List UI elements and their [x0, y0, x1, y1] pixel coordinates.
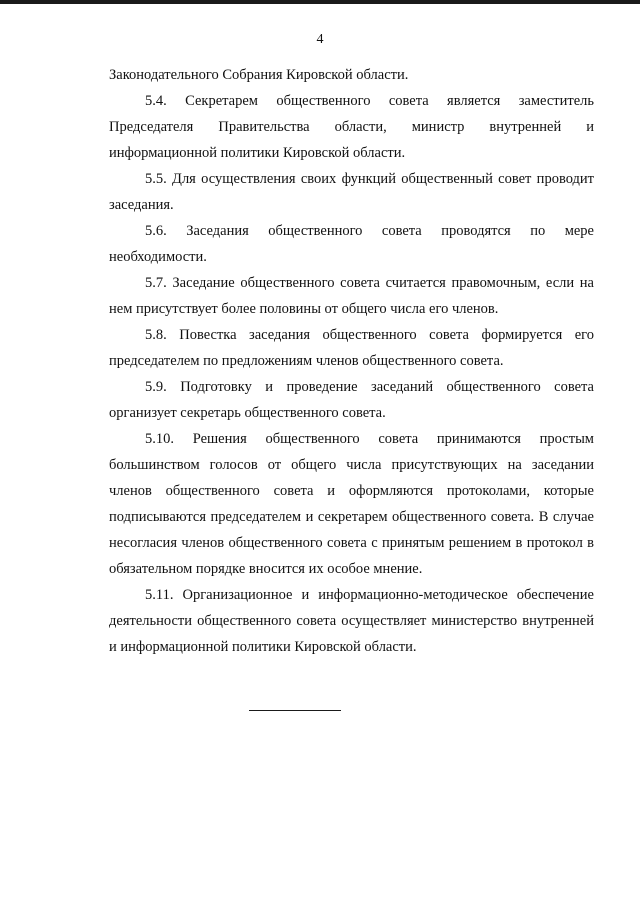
paragraph-continuation: Законодательного Собрания Кировской области. — [109, 67, 409, 83]
page-number: 4 — [316, 32, 324, 47]
paragraph-5-6: 5.6. Заседания общественного совета проводятся по мере необходимости. — [109, 223, 594, 265]
paragraph-5-11: 5.11. Организационное и информационно-методическое обеспечение деятельности общественного совета осуществляет министерство внутренней и информационной политики Кировской области. — [109, 587, 594, 655]
paragraph-5-9: 5.9. Подготовку и проведение заседаний общественного совета организует секретарь общественного совета. — [109, 379, 594, 421]
end-of-document-line — [249, 710, 341, 711]
paragraph-5-7: 5.7. Заседание общественного совета считается правомочным, если на нем присутствует более половины от общего числа его членов. — [109, 275, 594, 317]
paragraph-5-5: 5.5. Для осуществления своих функций общественный совет проводит заседания. — [109, 171, 594, 213]
top-border-line — [0, 0, 640, 4]
paragraph-5-4: 5.4. Секретарем общественного совета является заместитель Председателя Правительства области, министр внутренней и информационной политики Кировской области. — [109, 93, 594, 161]
paragraph-5-8: 5.8. Повестка заседания общественного совета формируется его председателем по предложениям членов общественного совета. — [109, 327, 594, 369]
document-body — [109, 62, 594, 660]
paragraph-5-10: 5.10. Решения общественного совета принимаются простым большинством голосов от общего числа присутствующих на заседании членов общественного совета и оформляются протоколами, которые подписываются председателем и секретарем общественного совета. В случае несогласия членов общественного совета с принятым решением в протокол в обязательном порядке вносится их особое мнение. — [109, 431, 594, 577]
